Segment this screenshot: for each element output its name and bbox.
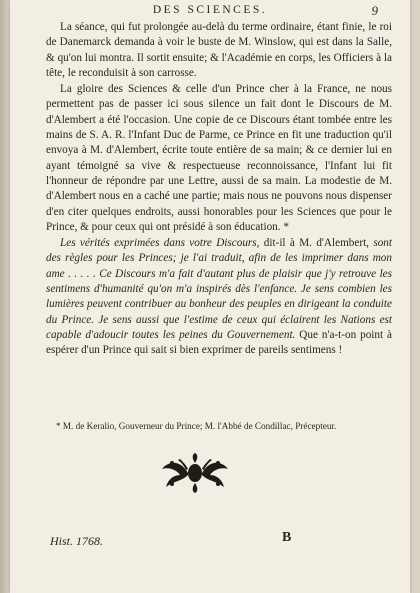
quote-part-2: sont des règles pour les Princes; je l'ai traduit, afin de les imprimer dans mon ame . . . . . Ce Discours m'a fait d'autant plus de plaisir que j'y retrouve les sentimens d'humanité qu'on m'a inspirés dès l'enfance. Je sens combien les lumières peuvent contribuer au bonheur des peuples en dirigeant la conduite du Prince. Je sens aussi que l'estime de ceux qui éclairent les Nations est capable d'adoucir toutes les peines du Gouvernement. <box>46 237 392 341</box>
floral-tailpiece-ornament-icon <box>158 453 232 493</box>
quote-conclusion: Que n'a-t-on point à espérer d'un Prince qui sait si bien exprimer de pareils sentimens ! <box>46 328 392 357</box>
paragraph-seance: La séance, qui fut prolongée au-delà du terme ordinaire, étant finie, le roi de Danemarck demanda à voir le buste de M. Winslow, qui est dans la Salle, & qu'on lui montra. Il sortit ensuite; & l'Académie en corps, les Officiers à la tête, le reconduisit à son carrosse. <box>46 21 392 79</box>
running-head: DES SCIENCES. <box>152 4 268 16</box>
quote-part-1: Les vérités exprimées dans votre Discours, <box>60 237 260 250</box>
page-number: 9 <box>371 3 378 18</box>
quote-attribution: dit-il à M. d'Alembert, <box>259 237 374 250</box>
book-gutter <box>0 0 10 593</box>
footnote: * M. de Keralio, Gouverneur du Prince; M. l'Abbé de Condillac, Précepteur. <box>56 421 337 431</box>
paragraph-gloire: La gloire des Sciences & celle d'un Prince cher à la France, ne nous permettent pas de passer ici sous silence un fait dont le Discours de M. d'Alembert a été l'occasion. Une copie de ce Discours étant tombée entre les mains de S. A. R. l'Infant Duc de Parme, ce Prince en fit une traduction qu'il envoya à M. d'Alembert, écrite toute entière de sa main; & ce dernier lui en ayant témoigné sa vive & respectueuse reconnoissance, l'Infant lui fit l'honneur de répondre par une Lettre, aussi de sa main. La modestie de M. d'Alembert nous en a caché une partie; mais nous ne pouvons nous dispenser d'en citer quelques endroits, aussi honorables pour les Sciences que pour le Prince, & pour ceux qui ont présidé à son éducation. * <box>46 83 392 233</box>
gathering-signature: B <box>282 530 292 545</box>
main-text <box>46 20 392 360</box>
book-page <box>10 0 410 593</box>
signature-mark-hist: Hist. 1768. <box>50 534 104 548</box>
paragraph-quotation <box>46 236 392 358</box>
